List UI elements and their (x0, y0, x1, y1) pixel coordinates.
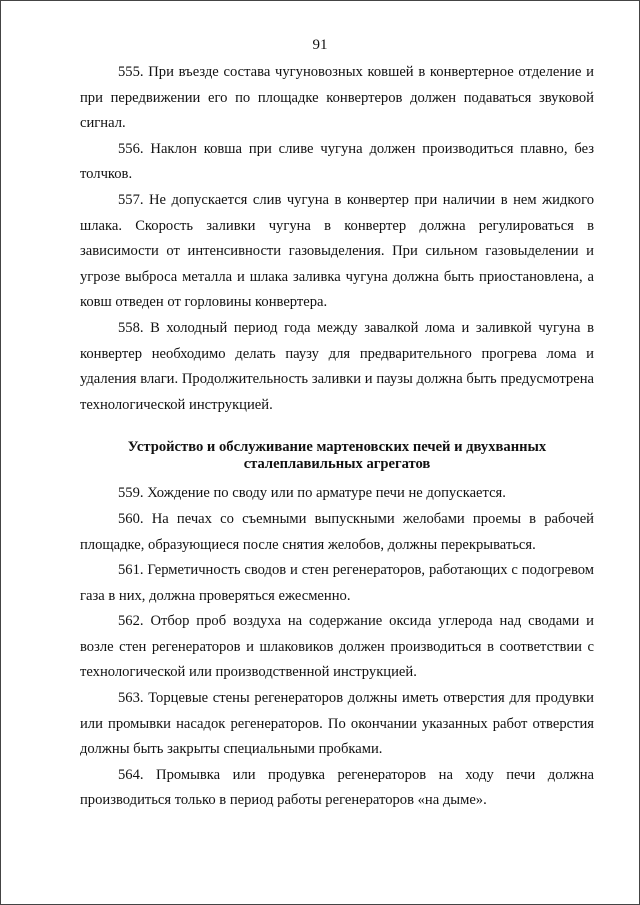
page-number: 91 (312, 37, 328, 53)
paragraph-557: 557. Не допускается слив чугуна в конвертер при наличии в нем жидкого шлака. Скорость заливки чугуна в конвертер должна регулироваться в зависимости от интенсивности газовыделения. При сильном газовыделении и угрозе выброса металла и шлака заливка чугуна должна быть приостановлена, а ковш отведен от горловины конвертера. (80, 191, 594, 311)
paragraph-556: 556. Наклон ковша при сливе чугуна должен производиться плавно, без толчков. (80, 140, 594, 183)
paragraph-564: 564. Промывка или продувка регенераторов на ходу печи должна производиться только в период работы регенераторов «на дыме». (80, 766, 594, 809)
paragraph-561: 561. Герметичность сводов и стен регенераторов, работающих с подогревом газа в них, должна проверяться ежесменно. (80, 562, 594, 604)
paragraph-559: 559. Хождение по своду или по арматуре печи не допускается. (118, 485, 506, 502)
paragraph-555: 555. При въезде состава чугуновозных ковшей в конвертерное отделение и при передвижении его по площадке конвертеров должен подаваться звуковой сигнал. (80, 64, 594, 132)
paragraph-563: 563. Торцевые стены регенераторов должны иметь отверстия для продувки или промывки насадок регенераторов. По окончании указанных работ отверстия должны быть закрыты специальными пробками. (80, 690, 594, 758)
document-body (80, 60, 594, 814)
paragraph-562: 562. Отбор проб воздуха на содержание оксида углерода над сводами и возле стен регенераторов и шлаковиков должен производиться в соответствии с технологической или производственной инструкцией. (80, 613, 594, 681)
paragraph-558: 558. В холодный период года между завалкой лома и заливкой чугуна в конвертер необходимо делать паузу для предварительного прогрева лома и удаления влаги. Продолжительность заливки и паузы должна быть предусмотрена технологической инструкцией. (80, 319, 594, 413)
paragraph-560: 560. На печах со съемными выпускными желобами проемы в рабочей площадке, образующиеся после снятия желобов, должны перекрываться. (80, 510, 594, 553)
section-heading: Устройство и обслуживание мартеновских печей и двухванных сталеплавильных агрегатов (127, 439, 547, 473)
